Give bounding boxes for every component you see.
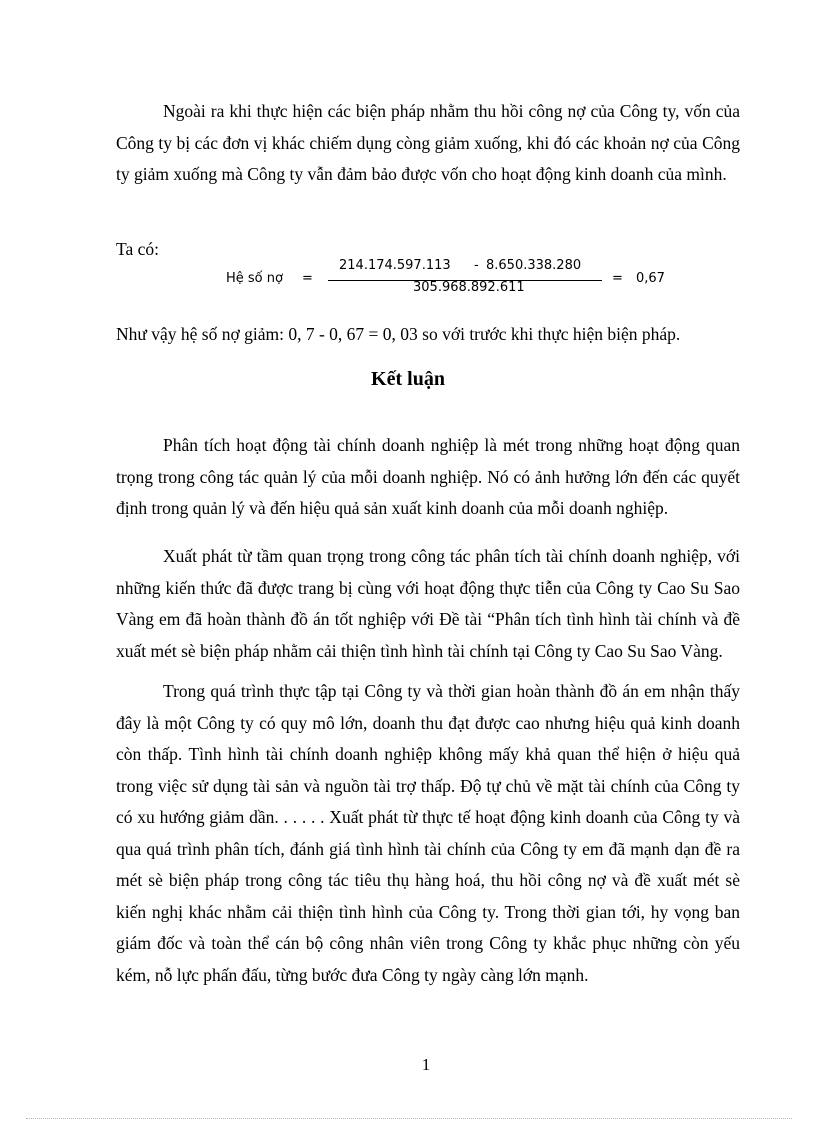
paragraph-internship-findings: Trong quá trình thực tập tại Công ty và thời gian hoàn thành đồ án em nhận thấy đây là một Công ty có quy mô lớn, doanh thu đạt được cao nhưng hiệu quả kinh doanh còn thấp. Tình hình tài chính doanh nghiệp không mấy khả quan thể hiện ở hiệu quả trong việc sử dụng tài sản và nguồn tài trợ thấp. Độ tự chủ về mặt tài chính của Công ty có xu hướng giảm dần. . . . . . Xuất phát từ thực tế hoạt động kinh doanh của Công ty và qua quá trình phân tích, đánh giá tình hình tài chính của Công ty em đã mạnh dạn đề ra mét sè biện pháp trong công tác tiêu thụ hàng hoá, thu hồi công nợ và đề xuất mét sè kiến nghị khác nhằm cải thiện tình hình của Công ty. Trong thời gian tới, hy vọng ban giám đốc và toàn thể cán bộ công nhân viên trong Công ty khắc phục những còn yếu kém, nỗ lực phấn đấu, từng bước đưa Công ty ngày càng lớn mạnh. (116, 681, 740, 985)
formula-result-equals: = (612, 271, 623, 286)
debt-ratio-conclusion: Như vậy hệ số nợ giảm: 0, 7 - 0, 67 = 0, 03 so với trước khi thực hiện biện pháp. (116, 324, 681, 344)
section-heading: Kết luận (371, 368, 445, 390)
formula-equals: = (302, 271, 313, 286)
formula-label: Hệ số nợ (226, 271, 283, 286)
formula-denominator: 305.968.892.611 (413, 280, 525, 295)
formula-minus: - (474, 258, 479, 273)
formula-numerator-b: 8.650.338.280 (486, 258, 582, 273)
paragraph-thesis-topic: Xuất phát từ tầm quan trọng trong công tác phân tích tài chính doanh nghiệp, với những kiến thức đã được trang bị cùng với hoạt động thực tiễn của Công ty Cao Su Sao Vàng em đã hoàn thành đồ án tốt nghiệp với Đề tài “Phân tích tình hình tài chính và đề xuất mét sè biện pháp nhằm cải thiện tình hình tài chính tại Công ty Cao Su Sao Vàng. (116, 546, 740, 661)
ta-co-label: Ta có: (116, 239, 159, 259)
paragraph-debt-recovery: Ngoài ra khi thực hiện các biện pháp nhằm thu hồi công nợ của Công ty, vốn của Công ty bị các đơn vị khác chiếm dụng còng giảm xuống, khi đó các khoản nợ của Công ty giảm xuống mà Công ty vẫn đảm bảo được vốn cho hoạt động kinh doanh của mình. (116, 101, 740, 184)
formula-result: 0,67 (636, 271, 665, 286)
footer-dotted-rule (26, 1118, 792, 1119)
page-number: 1 (421, 1055, 431, 1074)
paragraph-analysis-importance: Phân tích hoạt động tài chính doanh nghiệp là mét trong những hoạt động quan trọng trong công tác quản lý của mỗi doanh nghiệp. Nó có ảnh hưởng lớn đến các quyết định trong quản lý và đến hiệu quả sản xuất kinh doanh của mỗi doanh nghiệp. (116, 435, 740, 518)
formula-numerator-a: 214.174.597.113 (339, 258, 451, 273)
